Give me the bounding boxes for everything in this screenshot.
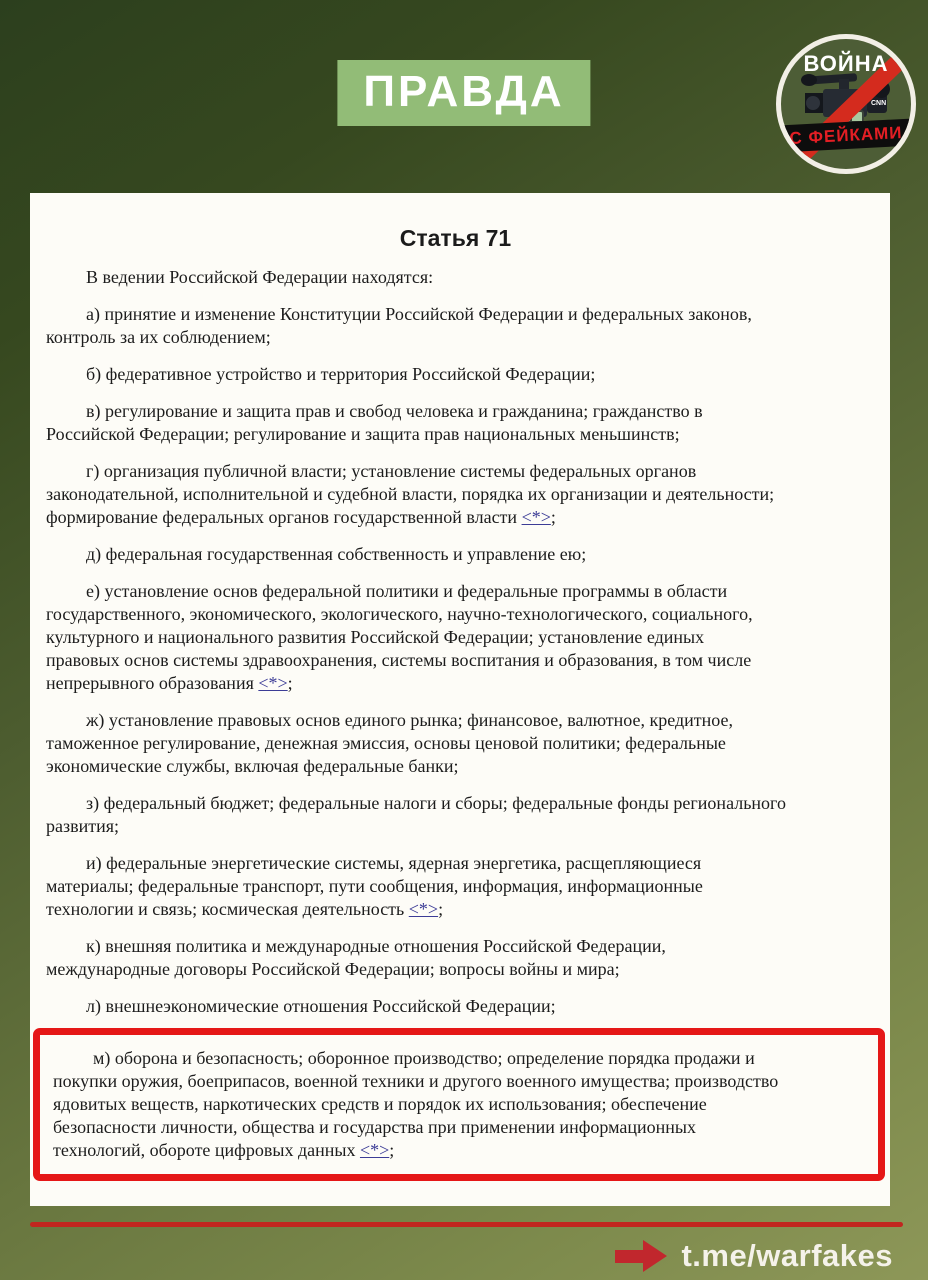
pravda-badge: ПРАВДА xyxy=(337,60,590,126)
telegram-handle[interactable]: t.me/warfakes xyxy=(681,1238,893,1273)
paragraph: и) федеральные энергетические системы, ядерная энергетика, расщепляющиеся материалы; федеральные транспорт, пути сообщения, информация, информационные технологии и связь; космическая деятельность <*>; xyxy=(46,853,703,919)
paragraph: б) федеративное устройство и территория Российской Федерации; xyxy=(86,364,596,384)
paragraph: в) регулирование и защита прав и свобод человека и гражданина; гражданство в Российской Федерации; регулирование и защита прав национальных меньшинств; xyxy=(46,401,703,444)
document-card xyxy=(30,193,890,1206)
document-title: Статья 71 xyxy=(399,225,512,251)
paragraph: д) федеральная государственная собственность и управление ею; xyxy=(86,544,587,564)
footnote-link[interactable]: <*> xyxy=(521,507,551,527)
channel-logo xyxy=(776,34,916,174)
arrow-right-icon xyxy=(615,1240,667,1272)
camera-brand-label: CNN xyxy=(871,100,887,107)
footer xyxy=(615,1238,893,1274)
paragraph: м) оборона и безопасность; оборонное производство; определение порядка продажи и покупки оружия, боеприпасов, военной техники и другого военного имущества; производство ядовитых веществ, наркотических средств и порядок их использования; обеспечение безопасности личности, общества и государства при применении информационных технологий, обороте цифровых данных <*>; xyxy=(53,1048,779,1160)
paragraph: а) принятие и изменение Конституции Российской Федерации и федеральных законов, контроль за их соблюдением; xyxy=(46,304,752,347)
footer-divider xyxy=(30,1222,903,1227)
footnote-link[interactable]: <*> xyxy=(359,1140,390,1160)
logo-title: ВОЙНА xyxy=(803,51,889,76)
highlighted-paragraph xyxy=(33,1028,885,1181)
paragraph: ж) установление правовых основ единого рынка; финансовое, валютное, кредитное, таможенное регулирование, денежная эмиссия, основы ценовой политики; федеральные экономические службы, включая федеральные банки; xyxy=(46,710,734,776)
footnote-link[interactable]: <*> xyxy=(258,673,288,693)
paragraph: к) внешняя политика и международные отношения Российской Федерации, международные договоры Российской Федерации; вопросы войны и мира; xyxy=(46,936,666,979)
paragraph: г) организация публичной власти; установление системы федеральных органов законодательной, исполнительной и судебной власти, порядка их организации и деятельности; формирование федеральных органов государственной власти <*>; xyxy=(46,461,775,527)
paragraph: е) установление основ федеральной политики и федеральные программы в области государственного, экономического, экологического, научно-технологического, социального, культурного и национального развития Российской Федерации; установление единых правовых основ системы здравоохранения, системы воспитания и образования, в том числе непрерывного образования <*>; xyxy=(46,581,753,693)
logo-band xyxy=(776,118,916,153)
paragraph: В ведении Российской Федерации находятся: xyxy=(86,267,434,287)
logo-subtitle: С ФЕЙКАМИ xyxy=(788,122,903,148)
document-body xyxy=(46,266,865,1181)
paragraph: з) федеральный бюджет; федеральные налоги и сборы; федеральные фонды регионального развития; xyxy=(46,793,786,836)
footnote-link[interactable]: <*> xyxy=(408,899,439,919)
paragraph: л) внешнеэкономические отношения Российской Федерации; xyxy=(86,996,556,1016)
